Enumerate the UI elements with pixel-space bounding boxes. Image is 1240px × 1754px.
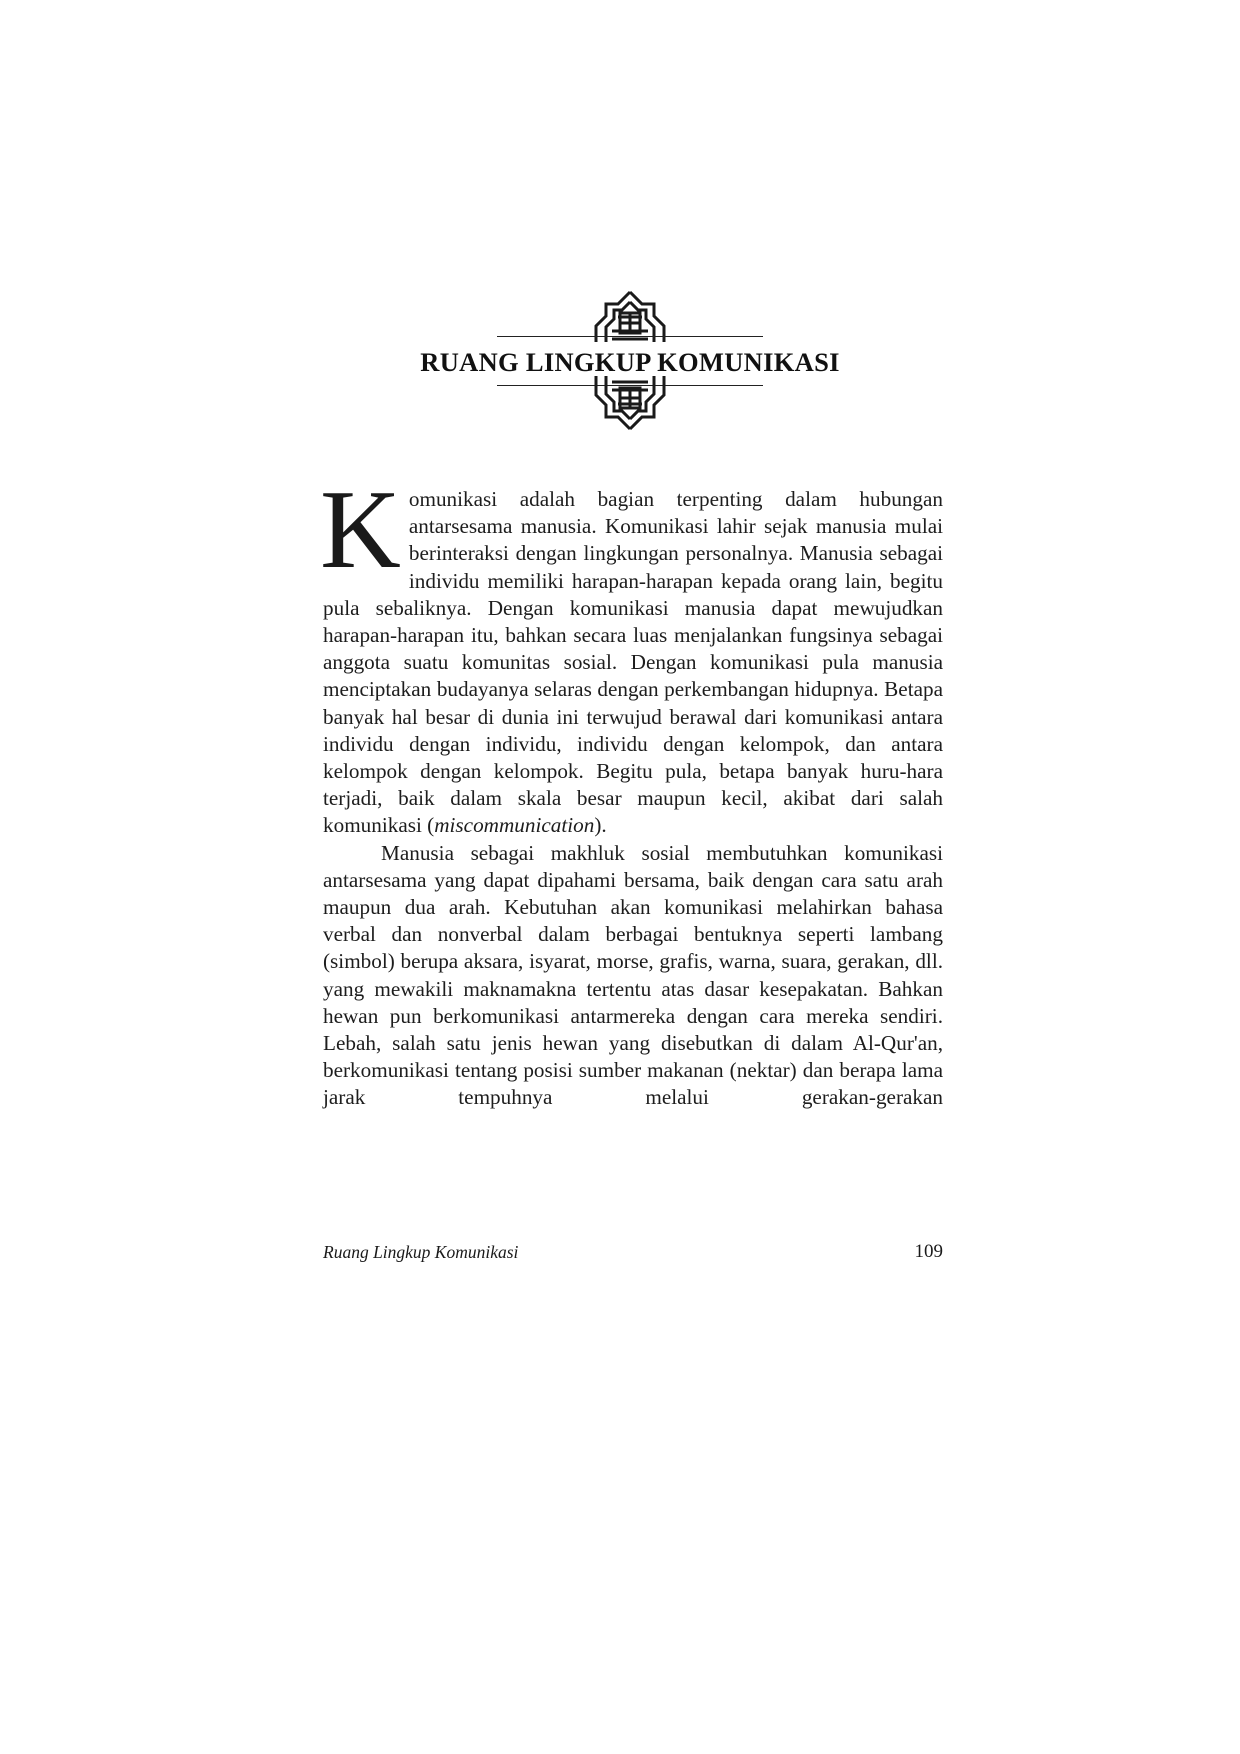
running-title: Ruang Lingkup Komunikasi bbox=[323, 1242, 519, 1262]
page-footer bbox=[323, 1238, 943, 1266]
islamic-geometric-ornament-icon bbox=[590, 376, 670, 432]
page-number: 109 bbox=[914, 1241, 943, 1262]
paragraph-1-italic-term: miscommunication bbox=[434, 813, 595, 838]
chapter-title: RUANG LINGKUP KOMUNIKASI bbox=[380, 342, 880, 382]
drop-cap: K bbox=[320, 468, 401, 592]
top-rule bbox=[497, 336, 763, 337]
paragraph-1-end: ). bbox=[594, 813, 607, 838]
paragraph-1 bbox=[320, 468, 943, 840]
paragraph-1-text: omunikasi adalah bagian terpenting dalam hubungan antarsesama manusia. Komunikasi lahir sejak manusia mulai berinteraksi dengan lingkungan personalnya. Manusia sebagai individu memiliki harapan-harapan kepada orang lain, begitu pula sebaliknya. Dengan komunikasi manusia dapat mewujudkan harapan-harapan itu, bahkan secara luas menjalankan fungsinya sebagai anggota suatu komunitas sosial. Dengan komunikasi pula manusia menciptakan budayanya selaras dengan perkembangan hidupnya. Betapa banyak hal besar di dunia ini terwujud berawal dari komunikasi antara individu dengan individu, individu dengan kelompok, dan antara kelompok dengan kelompok. Begitu pula, betapa banyak huru-hara terjadi, baik dalam skala besar maupun kecil, akibat dari salah komunikasi ( bbox=[323, 487, 943, 838]
body-text bbox=[320, 468, 943, 1112]
paragraph-2: Manusia sebagai makhluk sosial membutuhkan komunikasi antarsesama yang dapat dipahami bersama, baik dengan cara satu arah maupun dua arah. Kebutuhan akan komunikasi melahirkan bahasa verbal dan nonverbal dalam berbagai bentuknya seperti lambang (simbol) berupa aksara, isyarat, morse, grafis, warna, suara, gerakan, dll. yang mewakili maknamakna tertentu atas dasar kesepakatan. Bahkan hewan pun berkomunikasi antarmereka dengan cara mereka sendiri. Lebah, salah satu jenis hewan yang disebutkan di dalam Al-Qur'an, berkomunikasi tentang posisi sumber makanan (nektar) dan berapa lama jarak tempuhnya melalui gerakan-gerakan bbox=[323, 840, 943, 1110]
